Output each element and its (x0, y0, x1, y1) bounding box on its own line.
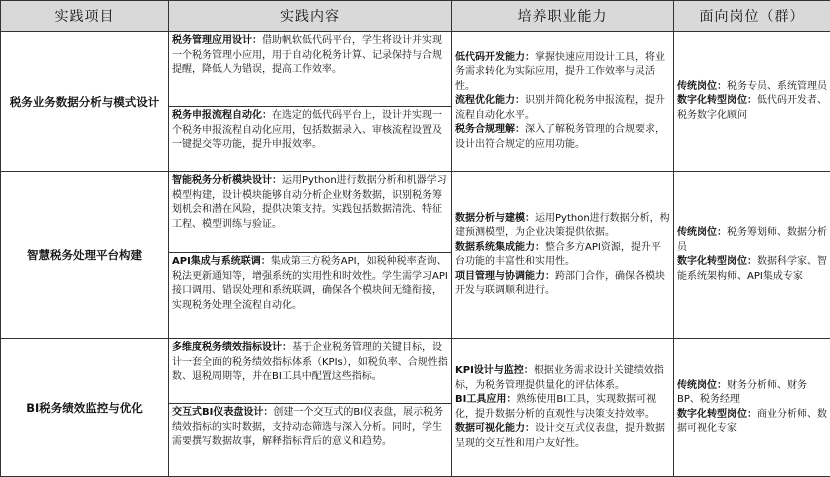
ability-title: BI工具应用： (455, 394, 517, 405)
ability-title: 税务合规理解： (455, 124, 525, 136)
header-row (1, 1, 830, 32)
content-title: 税务申报流程自动化： (172, 110, 272, 121)
post-title: 数字化转型岗位： (677, 256, 757, 267)
post-text: 税务筹划师、数据分析员 (677, 227, 827, 253)
ability-title: 流程优化能力： (455, 95, 525, 107)
content-item (169, 339, 451, 404)
content-item (169, 404, 451, 452)
post-item (677, 94, 827, 123)
content-text: 在选定的低代码平台上，设计并实现一个税务申报流程自动化应用，包括数据录入、审核流程设置及一键提交等功能，提升申报效率。 (172, 110, 442, 150)
post-text: 低代码开发者、税务数字化顾问 (677, 95, 827, 121)
ability-text: 熟练使用BI工具，实现数据可视化，提升数据分析的直观性与决策支持效率。 (455, 394, 657, 420)
header-content: 实践内容 (169, 1, 452, 32)
content-text: 借助帆软低代码平台，学生将设计并实现一个税务管理小应用，用于自动化税务计算、记录保持与合规提醒，降低人为错误，提高工作效率。 (172, 35, 442, 75)
content-cell (169, 339, 452, 477)
ability-item (455, 51, 670, 95)
post-title: 传统岗位： (677, 379, 727, 391)
ability-title: 项目管理与协调能力： (455, 270, 555, 282)
post-title: 数字化转型岗位： (677, 95, 757, 107)
post-cell (674, 339, 830, 477)
content-text: 创建一个交互式的BI仪表盘，展示税务绩效指标的实时数据，支持动态筛选与深入分析。同时，学生需要撰写数据故事，解释指标背后的意义和趋势。 (172, 407, 444, 447)
content-title: 税务管理应用设计： (172, 35, 262, 46)
post-cell (674, 172, 830, 339)
ability-item (455, 393, 670, 422)
ability-cell (452, 172, 674, 339)
content-title: 智能税务分析模块设计： (172, 175, 282, 186)
post-item (677, 408, 827, 437)
content-text: 运用Python进行数据分析和机器学习模型构建，设计模块能够自动分析企业财务数据，识别税务筹划机会和潜在风险，提供决策支持。实践包括数据清洗、特征工程、模型训练与验证。 (172, 175, 447, 230)
post-text: 税务专员、系统管理员 (727, 80, 827, 92)
content-cell (169, 172, 452, 339)
content-item (169, 107, 451, 155)
ability-text: 设计交互式仪表盘，提升数据呈现的交互性和用户友好性。 (455, 423, 665, 449)
header-ability: 培养职业能力 (452, 1, 674, 32)
ability-item (455, 212, 670, 241)
ability-item (455, 364, 670, 393)
post-item (677, 379, 827, 408)
table-row (1, 339, 830, 477)
post-text: 商业分析师、数据可视化专家 (677, 408, 827, 434)
ability-text: 整合多方API资源，提升平台功能的丰富性和实用性。 (455, 241, 661, 267)
header-project: 实践项目 (1, 1, 169, 32)
post-title: 数字化转型岗位： (677, 408, 757, 420)
ability-item (455, 94, 670, 123)
ability-text: 识别并简化税务申报流程，提升流程自动化水平。 (455, 95, 665, 121)
post-item (677, 80, 827, 95)
ability-item (455, 241, 670, 270)
post-title: 传统岗位： (677, 80, 727, 92)
post-item (677, 255, 827, 284)
post-text: 数据科学家、智能系统架构师、API集成专家 (677, 256, 827, 282)
ability-text: 深入了解税务管理的合规要求，设计出符合规定的应用功能。 (455, 124, 665, 150)
content-title: API集成与系统联调： (172, 256, 271, 267)
ability-text: 根据业务需求设计关键绩效指标，为税务管理提供量化的评估体系。 (455, 365, 664, 391)
ability-text: 跨部门合作，确保各模块开发与联调顺利进行。 (455, 270, 665, 296)
ability-title: 数据可视化能力： (455, 423, 535, 434)
ability-cell (452, 32, 674, 172)
content-title: 多维度税务绩效指标设计： (172, 342, 292, 353)
ability-title: 数据系统集成能力： (455, 241, 545, 253)
project-cell: 智慧税务处理平台构建 (1, 172, 169, 339)
project-cell: 税务业务数据分析与模式设计 (1, 32, 169, 172)
ability-cell (452, 339, 674, 477)
content-cell (169, 32, 452, 172)
post-item (677, 226, 827, 255)
content-title: 交互式BI仪表盘设计： (172, 407, 274, 418)
ability-title: 数据分析与建模： (455, 212, 535, 224)
post-cell (674, 32, 830, 172)
ability-item (455, 123, 670, 152)
post-title: 传统岗位： (677, 227, 727, 238)
content-text: 基于企业税务管理的关键目标，设计一套全面的税务绩效指标体系（KPIs），如税负率、合规性指数、退税周期等，并在BI工具中配置这些指标。 (172, 342, 448, 382)
ability-text: 运用Python进行数据分析，构建预测模型，为企业决策提供依据。 (455, 212, 670, 238)
ability-title: 低代码开发能力： (455, 51, 535, 63)
ability-text: 掌握快速应用设计工具，将业务需求转化为实际应用，提升工作效率与灵活性。 (455, 51, 665, 92)
table-row (1, 172, 830, 339)
header-post: 面向岗位（群） (674, 1, 830, 32)
ability-item (455, 422, 670, 451)
content-item (169, 32, 451, 107)
post-text: 财务分析师、财务BP、税务经理 (677, 379, 807, 405)
table-row (1, 32, 830, 172)
project-cell: BI税务绩效监控与优化 (1, 339, 169, 477)
ability-item (455, 270, 670, 299)
ability-title: KPI设计与监控： (455, 365, 534, 376)
content-item (169, 172, 451, 253)
content-text: 集成第三方税务API，如税种税率查询、税法更新通知等，增强系统的实用性和时效性。学生需学习API接口调用、错误处理和系统联调，确保各个模块间无缝衔接，实现税务处理全流程自动化。 (172, 256, 448, 311)
content-item (169, 253, 451, 315)
